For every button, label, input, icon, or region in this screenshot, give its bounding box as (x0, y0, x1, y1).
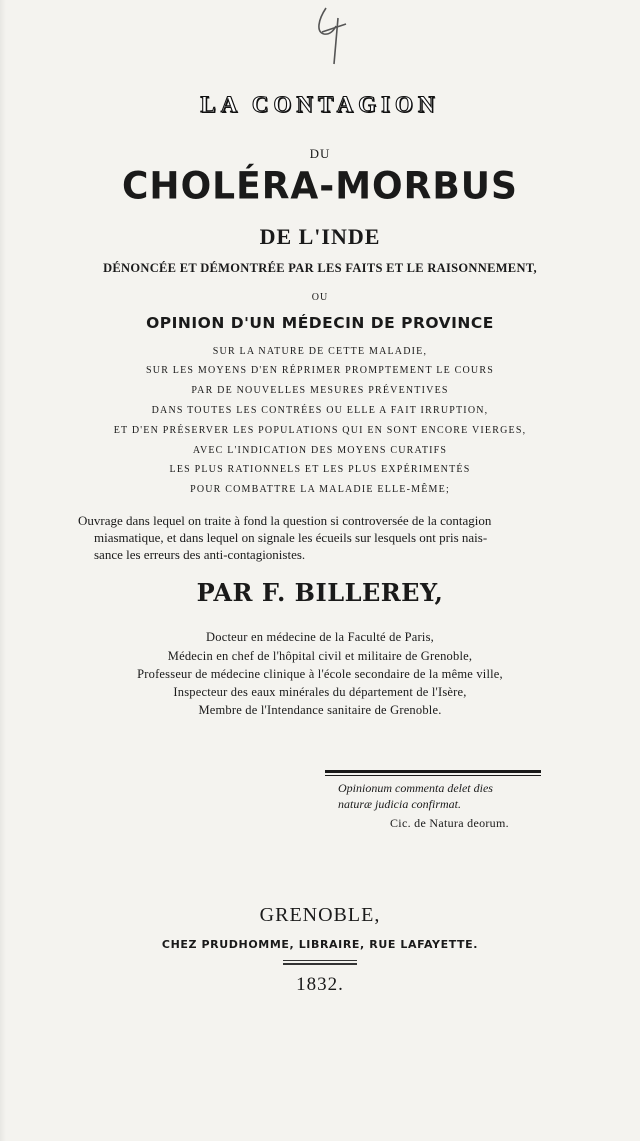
epigraph-line: naturæ judicia confirmat. (338, 797, 461, 811)
epigraph-line: Opinionum commenta delet dies (338, 781, 493, 795)
imprint-city: GRENOBLE, (259, 904, 381, 926)
handwritten-mark (312, 2, 356, 66)
ouvrage-line: sance les erreurs des anti-contagionistes. (94, 547, 306, 562)
author-credential: Docteur en médecine de la Faculté de Paris, (206, 630, 434, 644)
subtitle-line: LES PLUS RATIONNELS ET LES PLUS EXPÉRIMENTÉS (169, 464, 471, 475)
ouvrage-line: Ouvrage dans lequel on traite à fond la question si controversée de la contagion (78, 513, 492, 528)
subtitle-line: ET D'EN PRÉSERVER LES POPULATIONS QUI EN SONT ENCORE VIERGES, (113, 425, 527, 436)
ouvrage-line: miasmatique, et dans lequel on signale les écueils sur lesquels ont pris nais- (94, 530, 488, 545)
imprint-rule (283, 960, 357, 961)
imprint-rule-thick (283, 963, 357, 965)
du-label: DU (309, 146, 331, 161)
subtitle-line: POUR COMBATTRE LA MALADIE ELLE-MÊME; (190, 484, 450, 495)
author-line: PAR F. BILLEREY, (196, 578, 444, 607)
epigraph-source: Cic. de Natura deorum. (390, 816, 509, 830)
imprint-publisher: CHEZ PRUDHOMME, LIBRAIRE, RUE LAFAYETTE. (161, 938, 479, 951)
ou-label: OU (311, 292, 329, 303)
subtitle-line: DANS TOUTES LES CONTRÉES OU ELLE A FAIT IRRUPTION, (151, 405, 489, 416)
main-title: CHOLÉRA-MORBUS (122, 164, 518, 209)
epigraph (338, 780, 493, 812)
author-credential: Professeur de médecine clinique à l'école secondaire de la même ville, (137, 667, 503, 681)
author-credential: Inspecteur des eaux minérales du département de l'Isère, (173, 685, 467, 699)
author-credential: Médecin en chef de l'hôpital civil et militaire de Grenoble, (167, 649, 473, 663)
de-linde: DE L'INDE (259, 224, 381, 249)
subtitle-line: PAR DE NOUVELLES MESURES PRÉVENTIVES (191, 385, 449, 396)
subtitle-line: AVEC L'INDICATION DES MOYENS CURATIFS (192, 445, 448, 456)
author-credential: Membre de l'Intendance sanitaire de Grenoble. (198, 703, 442, 717)
denoncee-line: DÉNONCÉE ET DÉMONTRÉE PAR LES FAITS ET LE RAISONNEMENT, (103, 261, 537, 275)
page-edge-shadow (0, 0, 6, 1141)
imprint-year: 1832. (296, 974, 344, 995)
motto-rule-thin (325, 775, 541, 776)
ornate-title: LA CONTAGION (200, 92, 440, 117)
subtitle-line: SUR LA NATURE DE CETTE MALADIE, (212, 346, 428, 357)
opinion-heading: OPINION D'UN MÉDECIN DE PROVINCE (146, 314, 494, 332)
ouvrage-paragraph (78, 512, 570, 563)
motto-rule (325, 770, 541, 773)
subtitle-line: SUR LES MOYENS D'EN RÉPRIMER PROMPTEMENT LE COURS (146, 365, 494, 376)
